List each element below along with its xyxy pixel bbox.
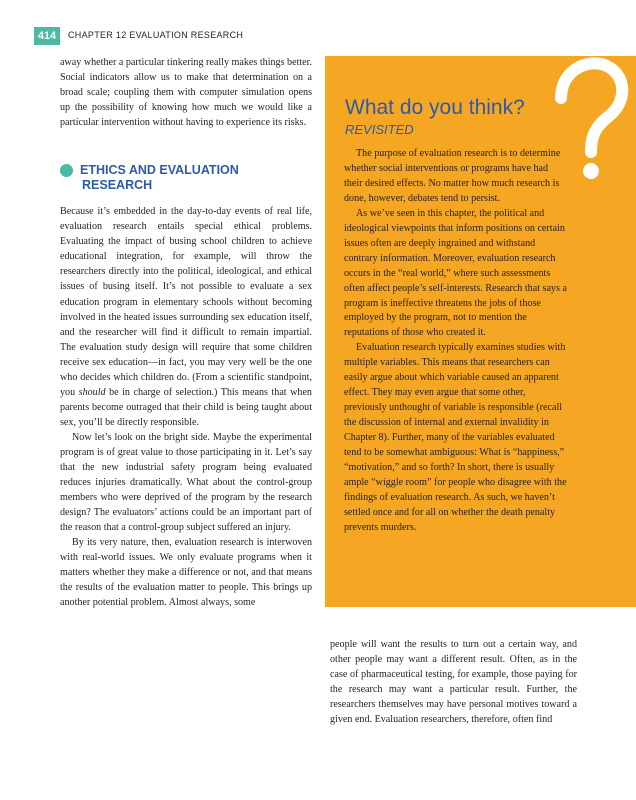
- sidebar-body: [344, 147, 568, 536]
- left-column: [60, 55, 312, 611]
- opening-paragraph: away whether a particular tinkering really makes things better. Social indicators allow us to make that determination on a broad scale; coupling them with computer simulation opens up the possibility of knowing how much we would like a particular intervention without having to experience its risks.: [60, 57, 312, 129]
- right-column-continuation: people will want the results to turn out a certain way, and other people may want a different result. Often, as in the case of pharmaceutical testing, for example, those paying for the research may want a particular result. Further, the researchers themselves may have personal motives toward a given end. Evaluation researchers, therefore, often find: [330, 639, 577, 726]
- sidebar-subtitle: REVISITED: [345, 122, 414, 137]
- body-paragraph: By its very nature, then, evaluation research is interwoven with real-world issues. We only evaluate programs when it matters whether they make a difference or not, and that means the results of the evaluation matter to people. This brings up another potential problem. Almost always, some: [60, 537, 312, 609]
- page-number: 414: [34, 27, 60, 45]
- body-paragraph: [60, 204, 312, 430]
- section-heading: [60, 163, 312, 193]
- running-head: CHAPTER 12 EVALUATION RESEARCH: [68, 30, 244, 40]
- sidebar-paragraph: As we’ve seen in this chapter, the political and ideological viewpoints that inform positions on certain issues often are deeply ingrained and withstand contrary information. Moreover, evaluation research occurs in the “real world,” where such assessments often affect people’s self-interests. Research that says a program is ineffective threatens the jobs of those employed by the program, not to mention the reputations of those who created it.: [344, 207, 567, 339]
- section-heading-line2: RESEARCH: [82, 178, 153, 193]
- sidebar-paragraph: Evaluation research typically examines studies with multiple variables. This means that researchers can easily argue about which variable caused an apparent effect. They may even argue that some other, previously unthought of variable is responsible (recall the discussion of internal and external invalidity in Chapter 8). Further, many of the variables evaluated tend to be somewhat ambiguous: What is “happiness,” “motivation,” and so forth? In short, there is usually ample “wiggle room” for people who disagree with the findings of evaluation research. As such, we haven’t settled once and for all on whether the death penalty prevents murders.: [344, 342, 567, 533]
- section-heading-line1: ETHICS AND EVALUATION: [80, 163, 239, 178]
- body-text: Because it’s embedded in the day-to-day events of real life, evaluation research entails special ethical problems. Evaluating the impact of busing school children to achieve educational integration, for example, will throw the researchers directly into the political, ideological, and ethical issues of busing itself. It’s not possible to evaluate a sex education program in elementary schools without becoming involved in the heated issues surrounding sex education itself, and the researcher will find it difficult to remain impartial. The evaluation study design will require that some children receive sex education—in fact, you may very well be the one who decides which children do. (From a scientific standpoint, you: [60, 206, 312, 398]
- sidebar-paragraph: The purpose of evaluation research is to determine whether social interventions or programs have had their desired effects. No matter how much research is done, however, debates tend to persist.: [344, 148, 561, 204]
- what-do-you-think-sidebar: [325, 56, 636, 607]
- emphasis-text: should: [78, 386, 106, 398]
- bullet-dot-icon: [60, 164, 73, 177]
- body-paragraph: Now let’s look on the bright side. Maybe the experimental program is of great value to those participating in it. Let’s say that the new industrial safety program being evaluated reduces injuries dramatically. What about the control-group members who were deprived of the program by the research design? The evaluators’ actions could be an important part of the reason that a control-group subject suffered an injury.: [60, 431, 312, 534]
- sidebar-title: What do you think?: [345, 96, 525, 119]
- body-text: be in charge of selection.) This means that when parents become outraged that their child is being taught about sex, you’ll be directly responsible.: [60, 386, 312, 428]
